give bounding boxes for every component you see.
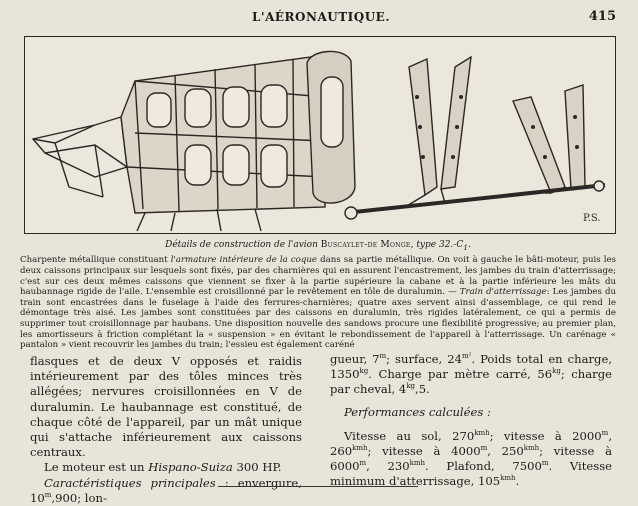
- figure-caption: [20, 240, 616, 351]
- right-column: [330, 352, 612, 490]
- running-title: L'AÉRONAUTIQUE.: [251, 10, 391, 24]
- caption-body: Charpente métallique constituant l'armature intérieure de la coque dans sa partie métallique. On voit à gauche le bâti-moteur, puis les deux caissons principaux sur lesquels sont fixés, par des charnières qui en assurent l'encastrement, les jambes du train d'atterrissage; c'est sur ces deux mêmes caissons que viennent se fixer à la partie supérieure la cabane et à la partie inférieure les mâts du haubannage rigide de l'aile. L'ensemble est croisillonné par le revêtement en tôle de duralumin. — Train d'atterrissage: Les jambes du train sont encastrées dans le fuselage à l'aide des ferrures-charnières; quatre axes servent ainsi d'assemblage, ce qui rend le démontage très aisé. Les jambes sont constituées par des caissons en duralumin, très rigides latéralement, ce qui a permis de supprimer tout croisillonnage par haubans. Une disposition nouvelle des sandows procure une flexibilité progressive; au premier plan, les amortisseurs à friction complétant la « suspension » en évitant le rebondissement de l'appareil à l'atterrissage. Un carénage « pantalon » vient recouvrir les jambes du train; l'essieu est également caréné: [20, 255, 616, 351]
- construction-illustration: [24, 36, 616, 234]
- performance-heading: Performances calculées :: [344, 404, 491, 419]
- artist-signature: P.S.: [583, 213, 601, 224]
- airframe-drawing: [25, 37, 615, 233]
- paragraph-characteristics: Caractéristiques principales : envergure, 10$^m$,900; lon-: [30, 475, 302, 505]
- caption-heading: Détails de construction de l'avion Buscaylet-de Monge, type $32.-C_1$.: [165, 240, 471, 252]
- page-header: [26, 8, 616, 30]
- paragraph-engine: Le moteur est un Hispano-Suiza 300 HP.: [44, 460, 282, 475]
- left-column: [30, 354, 302, 506]
- paragraph-dimensions: gueur, 7$^m$; surface, $24^{m^2}$. Poids total en charge, $1350^{kg}$. Charge par mètre carré, $56^{kg}$; charge par cheval, $4^{kg},5$.: [330, 352, 613, 397]
- page-number: 415: [588, 9, 616, 24]
- footer-rule: [218, 486, 418, 487]
- paragraph-structure: flasques et de deux V opposés et raidis intérieurement par des tôles minces très allégées; nervures croisillonnées en V de duralumin. Le haubannage est constitué, de chaque côté de l'appareil, par un mât unique qui s'attache inférieurement aux caissons centraux.: [30, 354, 302, 460]
- paragraph-performance: Vitesse au sol, $270^{kmh}$; vitesse à 2000$^m$, $260^{kmh}$; vitesse à 4000$^m$, $250^{kmh}$; vitesse à 6000$^m$, $230^{kmh}$. Plafond, 7500$^m$. Vitesse minimum d'atterrissage, $105^{kmh}$.: [330, 428, 613, 489]
